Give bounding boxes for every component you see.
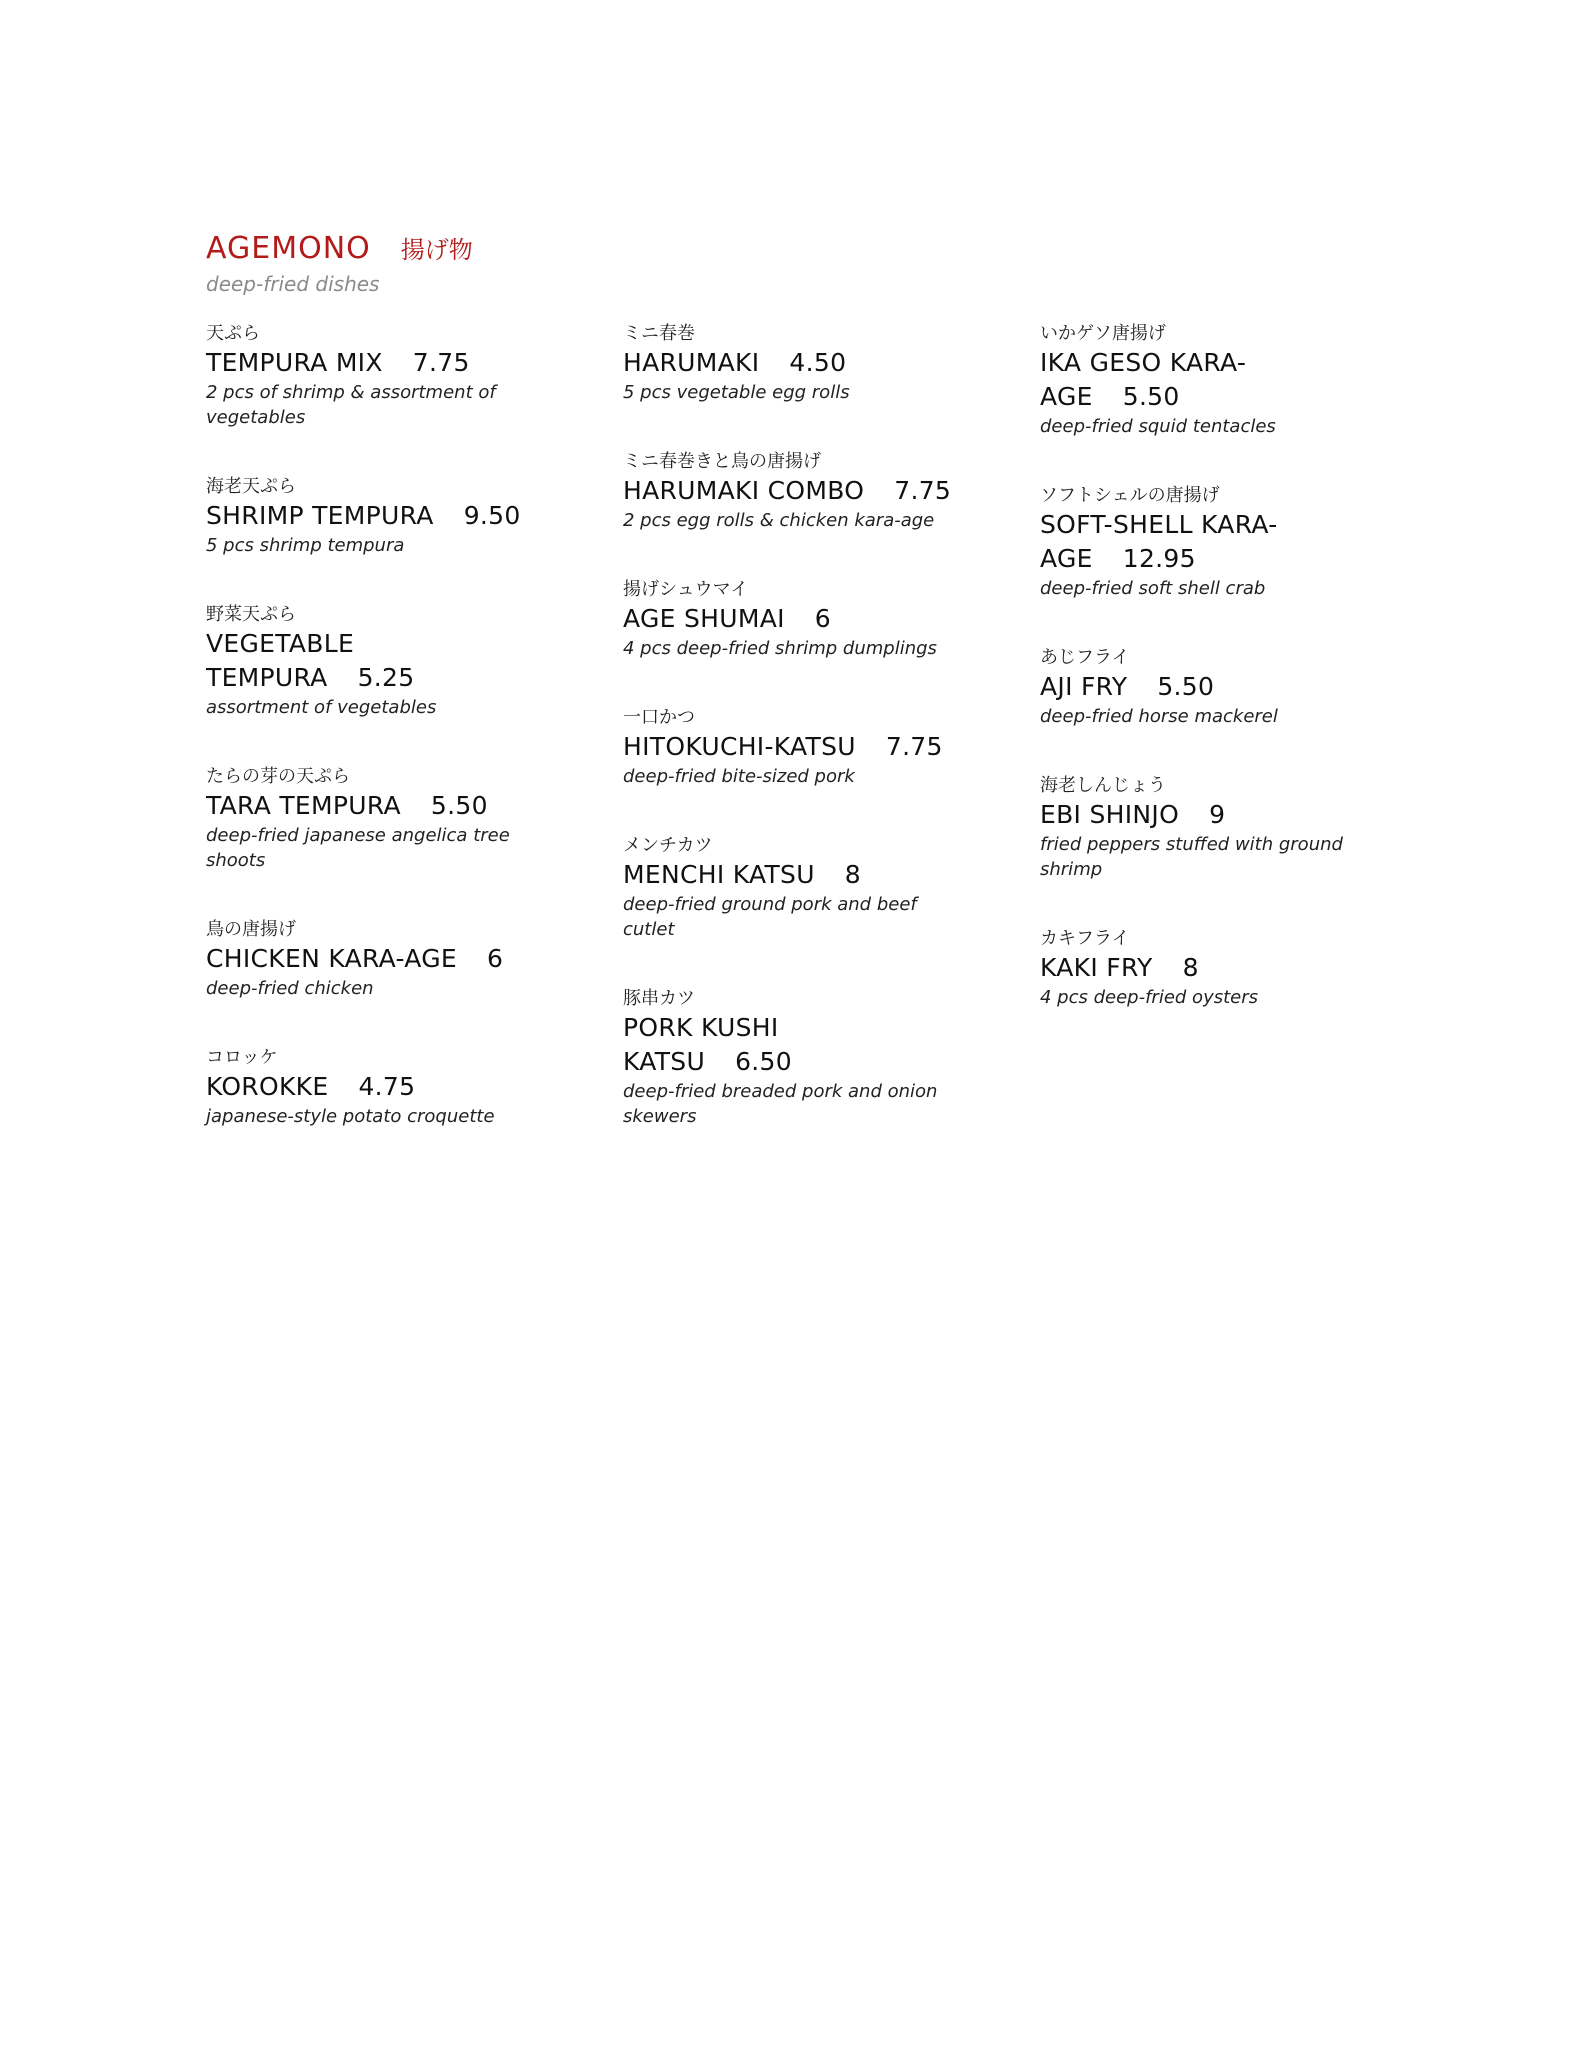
- title-row: [206, 230, 473, 266]
- menu-item: [1040, 646, 1370, 729]
- item-name: HARUMAKI: [623, 348, 760, 377]
- item-description: deep-fried bite-sized pork: [623, 766, 855, 787]
- item-description: assortment of vegetables: [206, 697, 437, 718]
- item-price: 9: [1209, 800, 1226, 829]
- item-price: 6.50: [735, 1047, 792, 1076]
- section-subtitle: deep-fried dishes: [206, 272, 380, 296]
- item-japanese-name: あじフライ: [1040, 647, 1130, 668]
- item-japanese-name: メンチカツ: [623, 835, 713, 856]
- menu-item: [206, 475, 536, 558]
- item-name-line: [1040, 798, 1370, 832]
- item-price: 7.75: [885, 732, 943, 761]
- section-title-japanese: 揚げ物: [400, 236, 473, 264]
- item-name-line: [206, 789, 536, 823]
- item-name-line: [623, 1011, 953, 1079]
- menu-item: [206, 322, 536, 430]
- item-price: 8: [1182, 953, 1199, 982]
- menu-item: [623, 834, 953, 942]
- item-description: 4 pcs deep-fried oysters: [1040, 987, 1259, 1008]
- item-name-line: [623, 730, 953, 764]
- item-japanese-name: 揚げシュウマイ: [623, 579, 749, 600]
- item-name-line: [623, 474, 953, 508]
- item-name: PORK KUSHI KATSU: [623, 1013, 779, 1076]
- item-price: 6: [814, 604, 832, 633]
- item-japanese-name: 一口かつ: [623, 707, 695, 728]
- menu-item: [623, 987, 953, 1129]
- item-name-line: [1040, 508, 1280, 576]
- item-name-line: [206, 942, 536, 976]
- item-name-line: [206, 1070, 536, 1104]
- item-name: SHRIMP TEMPURA: [206, 501, 434, 530]
- item-japanese-name: ミニ春巻きと鳥の唐揚げ: [623, 451, 821, 472]
- menu-item: [1040, 484, 1370, 601]
- item-name: VEGETABLE TEMPURA: [206, 629, 355, 692]
- item-description: 2 pcs of shrimp & assortment of vegetables: [206, 382, 496, 428]
- item-price: 5.50: [1122, 382, 1180, 411]
- item-japanese-name: 鳥の唐揚げ: [206, 919, 296, 940]
- item-name: MENCHI KATSU: [623, 860, 815, 889]
- item-description: deep-fried soft shell crab: [1040, 578, 1266, 599]
- item-name-line: [206, 627, 415, 695]
- item-name: KAKI FRY: [1040, 953, 1153, 982]
- item-name-line: [1040, 951, 1370, 985]
- item-description: deep-fried chicken: [206, 978, 374, 999]
- item-description: 5 pcs vegetable egg rolls: [623, 382, 850, 403]
- item-name: AJI FRY: [1040, 672, 1128, 701]
- item-name-line: [623, 602, 953, 636]
- item-description: 4 pcs deep-fried shrimp dumplings: [623, 638, 937, 659]
- item-name: TEMPURA MIX: [206, 348, 383, 377]
- item-description: japanese-style potato croquette: [206, 1106, 495, 1127]
- menu-item: [623, 450, 953, 533]
- item-name: TARA TEMPURA: [206, 791, 401, 820]
- item-name: HITOKUCHI-KATSU: [623, 732, 856, 761]
- item-price: 8: [844, 860, 862, 889]
- item-name: IKA GESO KARA-AGE: [1040, 348, 1247, 411]
- item-name: KOROKKE: [206, 1072, 329, 1101]
- item-japanese-name: いかゲソ唐揚げ: [1040, 323, 1166, 344]
- item-description: deep-fried breaded pork and onion skewers: [623, 1081, 938, 1127]
- menu-item: [206, 603, 536, 720]
- item-description: deep-fried squid tentacles: [1040, 416, 1276, 437]
- menu-column-2: [623, 322, 953, 1174]
- item-japanese-name: 豚串カツ: [623, 988, 695, 1009]
- item-japanese-name: 野菜天ぷら: [206, 604, 296, 625]
- item-price: 4.50: [789, 348, 847, 377]
- menu-item: [206, 765, 536, 873]
- menu-item: [623, 322, 953, 405]
- item-name: HARUMAKI COMBO: [623, 476, 865, 505]
- item-description: deep-fried ground pork and beef cutlet: [623, 894, 917, 940]
- item-description: 2 pcs egg rolls & chicken kara-age: [623, 510, 935, 531]
- section-title: AGEMONO: [206, 231, 371, 266]
- menu-item: [206, 1046, 536, 1129]
- item-name: AGE SHUMAI: [623, 604, 785, 633]
- menu-item: [623, 706, 953, 789]
- item-price: 4.75: [358, 1072, 416, 1101]
- item-price: 5.50: [1157, 672, 1215, 701]
- item-name-line: [206, 346, 536, 380]
- menu-item: [623, 578, 953, 661]
- item-description: deep-fried horse mackerel: [1040, 706, 1278, 727]
- item-price: 9.50: [463, 501, 521, 530]
- item-description: fried peppers stuffed with ground shrimp: [1040, 834, 1343, 880]
- item-name-line: [623, 858, 953, 892]
- item-name: SOFT-SHELL KARA-AGE: [1040, 510, 1278, 573]
- item-name-line: [1040, 346, 1260, 414]
- menu-column-3: [1040, 322, 1370, 1055]
- item-japanese-name: 海老しんじょう: [1040, 775, 1166, 796]
- item-price: 6: [487, 944, 504, 973]
- menu-column-1: [206, 322, 536, 1174]
- item-price: 5.50: [430, 791, 488, 820]
- item-japanese-name: たらの芽の天ぷら: [206, 766, 350, 787]
- item-price: 12.95: [1122, 544, 1196, 573]
- item-description: 5 pcs shrimp tempura: [206, 535, 405, 556]
- menu-item: [1040, 322, 1370, 439]
- menu-item: [1040, 927, 1370, 1010]
- item-price: 7.75: [894, 476, 952, 505]
- item-price: 7.75: [412, 348, 470, 377]
- item-japanese-name: 天ぷら: [206, 323, 260, 344]
- item-name-line: [206, 499, 536, 533]
- menu-item: [206, 918, 536, 1001]
- item-japanese-name: ミニ春巻: [623, 323, 695, 344]
- menu-item: [1040, 774, 1370, 882]
- section-header: [206, 230, 473, 296]
- item-name: EBI SHINJO: [1040, 800, 1180, 829]
- item-name-line: [1040, 670, 1370, 704]
- item-name: CHICKEN KARA-AGE: [206, 944, 457, 973]
- item-description: deep-fried japanese angelica tree shoots: [206, 825, 510, 871]
- item-japanese-name: ソフトシェルの唐揚げ: [1040, 485, 1220, 506]
- item-name-line: [623, 346, 953, 380]
- item-japanese-name: コロッケ: [206, 1047, 278, 1068]
- item-japanese-name: カキフライ: [1040, 928, 1130, 949]
- item-price: 5.25: [357, 663, 415, 692]
- item-japanese-name: 海老天ぷら: [206, 476, 296, 497]
